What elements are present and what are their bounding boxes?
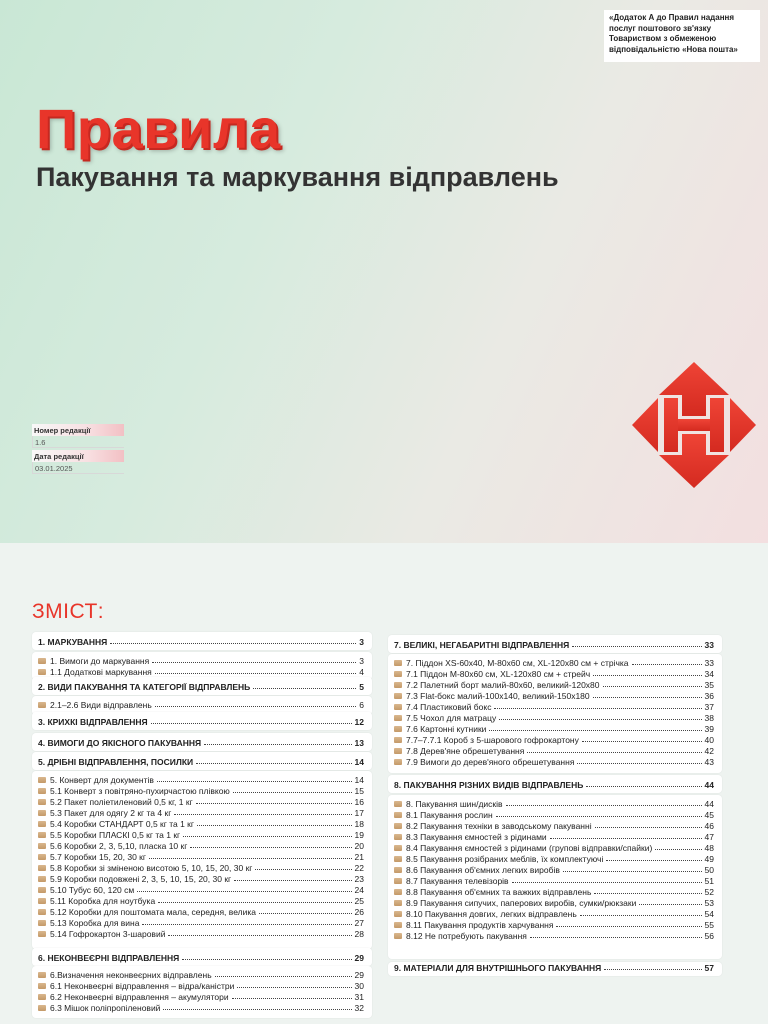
- leader-dots: [639, 904, 701, 905]
- toc-section-header: [388, 775, 722, 793]
- box-icon: [394, 823, 402, 829]
- box-icon: [38, 909, 46, 915]
- box-icon: [38, 972, 46, 978]
- toc-item-title: 7.6 Картонні кутники: [406, 724, 487, 734]
- toc-item-title: 8.1 Пакування рослин: [406, 810, 493, 820]
- leader-dots: [563, 871, 702, 872]
- toc-item-page: 43: [704, 757, 714, 767]
- toc-item-title: 5.9 Коробки подовжені 2, 3, 5, 10, 15, 20, 30 кг: [50, 874, 232, 884]
- box-icon: [394, 911, 402, 917]
- toc-item[interactable]: [38, 980, 364, 991]
- toc-item-title: 8.11 Пакування продуктів харчування: [406, 920, 554, 930]
- toc-item[interactable]: [394, 756, 714, 767]
- toc-item-page: 26: [354, 907, 364, 917]
- toc-item-title: 8.12 Не потребують пакування: [406, 931, 527, 941]
- box-icon: [394, 922, 402, 928]
- leader-dots: [233, 792, 352, 793]
- toc-item-page: 31: [354, 992, 364, 1002]
- toc-section-right-3[interactable]: [388, 962, 722, 976]
- leader-dots: [494, 708, 701, 709]
- toc-item-page: 39: [704, 724, 714, 734]
- box-icon: [394, 715, 402, 721]
- toc-item-title: 8.4 Пакування ємностей з рідинами (групові відправки/спайки): [406, 843, 653, 853]
- toc-item[interactable]: [394, 745, 714, 756]
- leader-dots: [593, 675, 701, 676]
- toc-item[interactable]: [394, 723, 714, 734]
- leader-dots: [151, 723, 352, 724]
- toc-item[interactable]: [38, 840, 364, 851]
- toc-item-page: 33: [704, 658, 714, 668]
- toc-item[interactable]: [38, 774, 364, 785]
- toc-item[interactable]: [394, 701, 714, 712]
- box-icon: [394, 759, 402, 765]
- toc-item[interactable]: [38, 666, 364, 677]
- leader-dots: [580, 915, 702, 916]
- toc-item-title: 8.10 Пакування довгих, легких відправлень: [406, 909, 577, 919]
- toc-item[interactable]: [394, 690, 714, 701]
- toc-item-page: 45: [704, 810, 714, 820]
- toc-section-header: [32, 733, 372, 751]
- box-icon: [394, 845, 402, 851]
- box-icon: [38, 821, 46, 827]
- edition-date-value: 03.01.2025: [32, 462, 124, 474]
- box-icon: [394, 900, 402, 906]
- toc-item-page: 37: [704, 702, 714, 712]
- box-icon: [38, 983, 46, 989]
- toc-item[interactable]: [38, 818, 364, 829]
- toc-items-list: [32, 771, 372, 949]
- toc-item-title: 5.6 Коробки 2, 3, 5,10, пласка 10 кг: [50, 841, 188, 851]
- toc-item-title: 5.11 Коробка для ноутбука: [50, 896, 156, 906]
- toc-section-left-3[interactable]: [32, 712, 372, 730]
- toc-item-page: 17: [354, 808, 364, 818]
- toc-section-title: 4. ВИМОГИ ДО ЯКІСНОГО ПАКУВАННЯ: [38, 738, 202, 748]
- toc-item-page: 6: [359, 700, 364, 710]
- toc-item-page: 24: [354, 885, 364, 895]
- toc-item[interactable]: [394, 919, 714, 930]
- toc-section-header: [32, 752, 372, 770]
- toc-section-title: 2. ВИДИ ПАКУВАННЯ ТА КАТЕГОРІЇ ВІДПРАВЛЕНЬ: [38, 682, 251, 692]
- box-icon: [394, 693, 402, 699]
- toc-section-page: 33: [704, 640, 714, 650]
- toc-item[interactable]: [38, 1002, 364, 1013]
- toc-section-page: 57: [704, 963, 714, 973]
- edition-number-value: 1.6: [32, 436, 124, 448]
- leader-dots: [149, 858, 352, 859]
- box-icon: [38, 810, 46, 816]
- toc-item[interactable]: [394, 897, 714, 908]
- toc-item-title: 8.2 Пакування техніки в заводському пакуванні: [406, 821, 592, 831]
- leader-dots: [594, 893, 701, 894]
- toc-item-title: 5.4 Коробки СТАНДАРТ 0,5 кг та 1 кг: [50, 819, 195, 829]
- toc-section-title: 1. МАРКУВАННЯ: [38, 637, 108, 647]
- box-icon: [38, 920, 46, 926]
- toc-item-title: 7.1 Піддон M-80х60 см, XL-120х80 см + стрейч: [406, 669, 591, 679]
- toc-item[interactable]: [38, 807, 364, 818]
- box-icon: [38, 876, 46, 882]
- toc-item[interactable]: [394, 820, 714, 831]
- toc-item[interactable]: [38, 906, 364, 917]
- toc-item-title: 5.10 Тубус 60, 120 см: [50, 885, 135, 895]
- toc-item[interactable]: [394, 679, 714, 690]
- page-title: Правила: [36, 97, 281, 160]
- toc-item-page: 47: [704, 832, 714, 842]
- toc-item[interactable]: [394, 875, 714, 886]
- box-icon: [394, 812, 402, 818]
- toc-item-title: 1. Вимоги до маркування: [50, 656, 150, 666]
- leader-dots: [604, 969, 701, 970]
- box-icon: [38, 843, 46, 849]
- toc-section-page: 12: [354, 717, 364, 727]
- box-icon: [38, 799, 46, 805]
- box-icon: [394, 878, 402, 884]
- box-icon: [38, 658, 46, 664]
- toc-item[interactable]: [38, 969, 364, 980]
- toc-item-page: 4: [359, 667, 364, 677]
- leader-dots: [110, 643, 356, 644]
- toc-item-title: 5.1 Конверт з повітряно-пухирчастою плівкою: [50, 786, 230, 796]
- toc-item-page: 56: [704, 931, 714, 941]
- leader-dots: [255, 869, 351, 870]
- toc-item-page: 16: [354, 797, 364, 807]
- leader-dots: [603, 686, 702, 687]
- toc-item[interactable]: [38, 851, 364, 862]
- toc-item-page: 20: [354, 841, 364, 851]
- toc-item-page: 3: [359, 656, 364, 666]
- toc-item-title: 7. Піддон XS-60х40, M-80х60 см, XL-120х80 см + стрічка: [406, 658, 629, 668]
- toc-item-page: 48: [704, 843, 714, 853]
- box-icon: [38, 854, 46, 860]
- leader-dots: [196, 763, 351, 764]
- leader-dots: [168, 935, 351, 936]
- toc-items-list: [388, 795, 722, 959]
- box-icon: [394, 889, 402, 895]
- leader-dots: [215, 976, 352, 977]
- box-icon: [394, 726, 402, 732]
- leader-dots: [499, 719, 701, 720]
- leader-dots: [234, 880, 351, 881]
- toc-item-title: 7.8 Дерев'яне обрешетування: [406, 746, 525, 756]
- toc-item[interactable]: [394, 809, 714, 820]
- box-icon: [38, 777, 46, 783]
- toc-section-title: 5. ДРІБНІ ВІДПРАВЛЕННЯ, ПОСИЛКИ: [38, 757, 194, 767]
- leader-dots: [232, 998, 352, 999]
- toc-section-page: 29: [354, 953, 364, 963]
- toc-item-page: 42: [704, 746, 714, 756]
- box-icon: [38, 931, 46, 937]
- leader-dots: [142, 924, 351, 925]
- leader-dots: [237, 987, 351, 988]
- toc-item-page: 52: [704, 887, 714, 897]
- toc-item-page: 14: [354, 775, 364, 785]
- toc-item-page: 18: [354, 819, 364, 829]
- toc-item[interactable]: [38, 655, 364, 666]
- leader-dots: [577, 763, 701, 764]
- toc-item-title: 7.5 Чохол для матрацу: [406, 713, 497, 723]
- toc-item-page: 15: [354, 786, 364, 796]
- leader-dots: [253, 688, 356, 689]
- toc-item[interactable]: [394, 712, 714, 723]
- leader-dots: [182, 959, 351, 960]
- toc-section-page: 3: [359, 637, 364, 647]
- leader-dots: [572, 646, 701, 647]
- box-icon: [38, 669, 46, 675]
- toc-items-list: [32, 652, 372, 680]
- toc-item-title: 5.13 Коробка для вина: [50, 918, 140, 928]
- leader-dots: [595, 827, 702, 828]
- toc-item-title: 5.5 Коробки ПЛАСКІ 0,5 кг та 1 кг: [50, 830, 181, 840]
- toc-item-page: 36: [704, 691, 714, 701]
- toc-section-page: 13: [354, 738, 364, 748]
- toc-item[interactable]: [394, 831, 714, 842]
- leader-dots: [204, 744, 351, 745]
- toc-item-page: 21: [354, 852, 364, 862]
- toc-item[interactable]: [394, 853, 714, 864]
- leader-dots: [174, 814, 351, 815]
- toc-item-page: 23: [354, 874, 364, 884]
- leader-dots: [259, 913, 352, 914]
- toc-item-page: 35: [704, 680, 714, 690]
- toc-items-list: [32, 966, 372, 1018]
- leader-dots: [550, 838, 702, 839]
- toc-item-page: 27: [354, 918, 364, 928]
- leader-dots: [655, 849, 701, 850]
- box-icon: [38, 832, 46, 838]
- toc-item[interactable]: [38, 785, 364, 796]
- toc-section-left-5[interactable]: [32, 752, 372, 770]
- edition-date: [32, 450, 124, 474]
- box-icon: [394, 867, 402, 873]
- toc-item-title: 6.2 Неконвеєрні відправлення – акумулятори: [50, 992, 229, 1002]
- box-icon: [394, 704, 402, 710]
- toc-item-title: 5.12 Коробки для поштомата мала, середня, велика: [50, 907, 256, 917]
- toc-section-title: 9. МАТЕРІАЛИ ДЛЯ ВНУТРІШНЬОГО ПАКУВАННЯ: [394, 963, 602, 973]
- toc-item-title: 6.3 Мішок поліпропіленовий: [50, 1003, 161, 1013]
- toc-section-right-1[interactable]: [388, 635, 722, 653]
- toc-section-title: 8. ПАКУВАННЯ РІЗНИХ ВИДІВ ВІДПРАВЛЕНЬ: [394, 780, 584, 790]
- box-icon: [38, 788, 46, 794]
- toc-item[interactable]: [394, 886, 714, 897]
- toc-section-page: 5: [359, 682, 364, 692]
- toc-item-title: 5.7 Коробки 15, 20, 30 кг: [50, 852, 146, 862]
- toc-item[interactable]: [394, 657, 714, 668]
- box-icon: [394, 748, 402, 754]
- toc-item-page: 19: [354, 830, 364, 840]
- box-icon: [38, 702, 46, 708]
- box-icon: [394, 660, 402, 666]
- toc-item[interactable]: [38, 862, 364, 873]
- leader-dots: [530, 937, 702, 938]
- toc-item-title: 8.8 Пакування об'ємних та важких відправлень: [406, 887, 592, 897]
- toc-item-title: 6.1 Неконвеєрні відправлення – відра/каністри: [50, 981, 235, 991]
- toc-item-title: 8.9 Пакування сипучих, паперових виробів, сумки/рюкзаки: [406, 898, 637, 908]
- toc-item[interactable]: [394, 798, 714, 809]
- toc-section-left-2[interactable]: [32, 677, 372, 695]
- toc-section-left-6[interactable]: [32, 948, 372, 966]
- leader-dots: [137, 891, 351, 892]
- toc-item[interactable]: [38, 917, 364, 928]
- toc-item-title: 7.7–7.7.1 Короб з 5-шарового гофрокартону: [406, 735, 579, 745]
- toc-item[interactable]: [394, 864, 714, 875]
- toc-item-title: 8.5 Пакування розібраних меблів, їх комплектуючі: [406, 854, 604, 864]
- leader-dots: [556, 926, 701, 927]
- leader-dots: [155, 706, 357, 707]
- toc-item[interactable]: [38, 699, 364, 710]
- box-icon: [394, 834, 402, 840]
- toc-item-title: 8. Пакування шин/дисків: [406, 799, 503, 809]
- toc-item[interactable]: [394, 734, 714, 745]
- toc-item-title: 2.1–2.6 Види відправлень: [50, 700, 152, 710]
- box-icon: [394, 801, 402, 807]
- box-icon: [38, 887, 46, 893]
- edition-number-label: Номер редакції: [32, 424, 124, 436]
- toc-section-right-2[interactable]: [388, 775, 722, 793]
- leader-dots: [157, 781, 352, 782]
- toc-item[interactable]: [394, 930, 714, 941]
- leader-dots: [496, 816, 702, 817]
- toc-item-title: 8.3 Пакування ємностей з рідинами: [406, 832, 547, 842]
- toc-item-page: 30: [354, 981, 364, 991]
- box-icon: [38, 865, 46, 871]
- toc-section-header: [32, 677, 372, 695]
- leader-dots: [512, 882, 702, 883]
- toc-item-title: 7.4 Пластиковий бокс: [406, 702, 492, 712]
- leader-dots: [190, 847, 351, 848]
- edition-date-label: Дата редакції: [32, 450, 124, 462]
- box-icon: [38, 994, 46, 1000]
- toc-section-title: 6. НЕКОНВЕЄРНІ ВІДПРАВЛЕННЯ: [38, 953, 180, 963]
- leader-dots: [152, 662, 356, 663]
- leader-dots: [632, 664, 702, 665]
- box-icon: [394, 933, 402, 939]
- toc-section-page: 44: [704, 780, 714, 790]
- annex-note: «Додаток А до Правил надання послуг поштового зв'язку Товариством з обмеженою відповідальністю «Нова пошта»: [604, 10, 760, 62]
- toc-item-page: 54: [704, 909, 714, 919]
- leader-dots: [582, 741, 702, 742]
- toc-item-page: 29: [354, 970, 364, 980]
- toc-item[interactable]: [38, 884, 364, 895]
- box-icon: [394, 856, 402, 862]
- leader-dots: [606, 860, 701, 861]
- toc-item-title: 7.9 Вимоги до дерев'яного обрешетування: [406, 757, 575, 767]
- leader-dots: [593, 697, 702, 698]
- toc-item[interactable]: [38, 796, 364, 807]
- leader-dots: [527, 752, 701, 753]
- toc-item[interactable]: [394, 908, 714, 919]
- toc-item-page: 46: [704, 821, 714, 831]
- toc-item-page: 51: [704, 876, 714, 886]
- toc-section-left-4[interactable]: [32, 733, 372, 751]
- toc-items-list: [388, 654, 722, 773]
- toc-item-title: 5.14 Гофрокартон 3-шаровий: [50, 929, 166, 939]
- edition-number: [32, 424, 124, 448]
- leader-dots: [196, 803, 352, 804]
- toc-item-title: 8.7 Пакування телевізорів: [406, 876, 509, 886]
- leader-dots: [197, 825, 352, 826]
- toc-item[interactable]: [394, 668, 714, 679]
- toc-item[interactable]: [38, 829, 364, 840]
- toc-item-page: 53: [704, 898, 714, 908]
- leader-dots: [506, 805, 702, 806]
- toc-item-page: 28: [354, 929, 364, 939]
- box-icon: [38, 1005, 46, 1011]
- toc-item[interactable]: [394, 842, 714, 853]
- box-icon: [38, 898, 46, 904]
- toc-item-title: 5.3 Пакет для одягу 2 кг та 4 кг: [50, 808, 172, 818]
- toc-item-page: 34: [704, 669, 714, 679]
- leader-dots: [155, 673, 356, 674]
- toc-item[interactable]: [38, 991, 364, 1002]
- leader-dots: [586, 786, 701, 787]
- toc-item[interactable]: [38, 928, 364, 939]
- toc-section-left-1[interactable]: [32, 632, 372, 650]
- leader-dots: [489, 730, 701, 731]
- toc-item-title: 1.1 Додаткові маркування: [50, 667, 152, 677]
- toc-item-title: 5.2 Пакет поліетиленовий 0,5 кг, 1 кг: [50, 797, 193, 807]
- toc-section-header: [388, 635, 722, 653]
- box-icon: [394, 671, 402, 677]
- toc-section-header: [388, 962, 722, 976]
- toc-item-page: 25: [354, 896, 364, 906]
- toc-item-title: 5.8 Коробки зі зміненою висотою 5, 10, 15, 20, 30 кг: [50, 863, 253, 873]
- toc-item-title: 7.3 Flat-бокс малий-100х140, великий-150х180: [406, 691, 590, 701]
- box-icon: [394, 737, 402, 743]
- box-icon: [394, 682, 402, 688]
- toc-item-page: 38: [704, 713, 714, 723]
- toc-section-title: 3. КРИХКІ ВІДПРАВЛЕННЯ: [38, 717, 148, 727]
- toc-item-title: 7.2 Палетний борт малий-80х60, великий-120х80: [406, 680, 600, 690]
- toc-item-page: 55: [704, 920, 714, 930]
- toc-item[interactable]: [38, 873, 364, 884]
- toc-item-page: 32: [354, 1003, 364, 1013]
- toc-item-page: 40: [704, 735, 714, 745]
- toc-item-title: 5. Конверт для документів: [50, 775, 154, 785]
- toc-section-header: [32, 948, 372, 966]
- leader-dots: [183, 836, 351, 837]
- toc-section-title: 7. ВЕЛИКІ, НЕГАБАРИТНІ ВІДПРАВЛЕННЯ: [394, 640, 570, 650]
- toc-item-title: 8.6 Пакування об'ємних легких виробів: [406, 865, 560, 875]
- toc-section-header: [32, 712, 372, 730]
- page-subtitle: Пакування та маркування відправлень: [36, 162, 559, 192]
- leader-dots: [158, 902, 351, 903]
- toc-title: ЗМІСТ:: [32, 600, 105, 623]
- leader-dots: [163, 1009, 351, 1010]
- toc-item-page: 50: [704, 865, 714, 875]
- toc-item-page: 44: [704, 799, 714, 809]
- toc-item-page: 49: [704, 854, 714, 864]
- toc-section-header: [32, 632, 372, 650]
- nova-poshta-logo-icon: [630, 362, 758, 488]
- toc-item[interactable]: [38, 895, 364, 906]
- toc-item-page: 22: [354, 863, 364, 873]
- toc-section-page: 14: [354, 757, 364, 767]
- toc-item-title: 6.Визначення неконвеєрних відправлень: [50, 970, 212, 980]
